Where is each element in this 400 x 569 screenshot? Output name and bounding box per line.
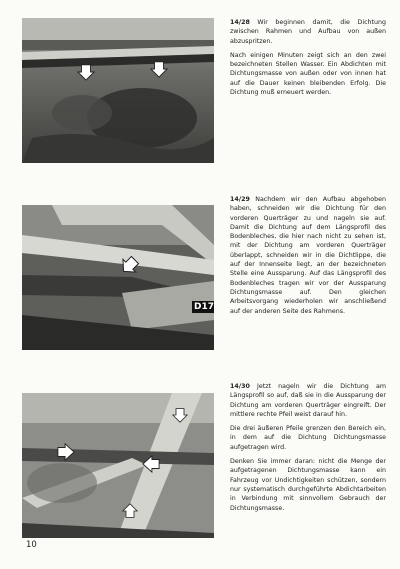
arrow-icon — [57, 443, 75, 461]
caption-number: 14/29 — [230, 196, 250, 203]
photo-14-29 — [22, 205, 214, 350]
photo-label: D17 — [194, 302, 214, 312]
paragraph: Jetzt nageln wir die Dichtung am Längsprofil so auf, daß sie in die Aussparung der Dichtung am vorderen Querträger eingreift. Der mittlere rechte Pfeil weist darauf hin. — [230, 383, 386, 418]
arrow-icon — [77, 63, 95, 81]
photo-14-28 — [22, 18, 214, 163]
arrow-icon — [142, 455, 160, 473]
paragraph: Wir beginnen damit, die Dichtung zwischen Rahmen und Aufbau von außen abzuspritzen. — [230, 19, 386, 45]
paragraph: Nach einigen Minuten zeigt sich an den zwei bezeichneten Stellen Wasser. Ein Abdichten mit Dichtungsmasse von außen oder von innen hat auf die Dauer keinen bleibenden Erfolg. Die Dichtung muß erneuert werden. — [230, 51, 386, 97]
photo-14-30 — [22, 393, 214, 538]
section-14-29 — [230, 195, 386, 321]
caption-number: 14/30 — [230, 383, 250, 390]
section-14-30 — [230, 382, 386, 518]
paragraph: Nachdem wir den Aufbau abgehoben haben, schneiden wir die Dichtung für den vorderen Querträger zu und nageln sie auf. Damit die Dichtung auf dem Längsprofil des Bodenbleches, die hier nach nicht zu sehen ist, mit der Dichtung am vorderen Querträger überlappt, schneiden wir in die Dichtlippe, die auf der Innenseite liegt, an der bezeichneten Stelle eine Aussparung. Auf das Längsprofil des Bodenbleches tragen wir vor der Aussparung Dichtungsmasse auf. Den gleichen Arbeitsvorgang wiederholen wir anschließend auf der anderen Seite des Rahmens. — [230, 196, 386, 315]
section-14-28 — [230, 18, 386, 102]
page-number: 10 — [26, 540, 37, 550]
arrow-icon — [122, 503, 138, 519]
arrow-icon — [150, 60, 168, 78]
arrow-icon — [120, 255, 140, 275]
paragraph: Denken Sie immer daran: nicht die Menge der aufgetragenen Dichtungsmasse kann ein Fahrzeug vor Undichtigkeiten schützen, sondern nur systematisch durchgeführte Abdichtarbeiten in Verbindung mit sinnvollem Gebrauch der Dichtungsmasse. — [230, 458, 386, 512]
paragraph: Die drei äußeren Pfeile grenzen den Bereich ein, in dem auf die Dichtung Dichtungsmasse aufgetragen wird. — [230, 425, 386, 451]
caption-number: 14/28 — [230, 19, 250, 26]
arrow-icon — [172, 407, 188, 423]
